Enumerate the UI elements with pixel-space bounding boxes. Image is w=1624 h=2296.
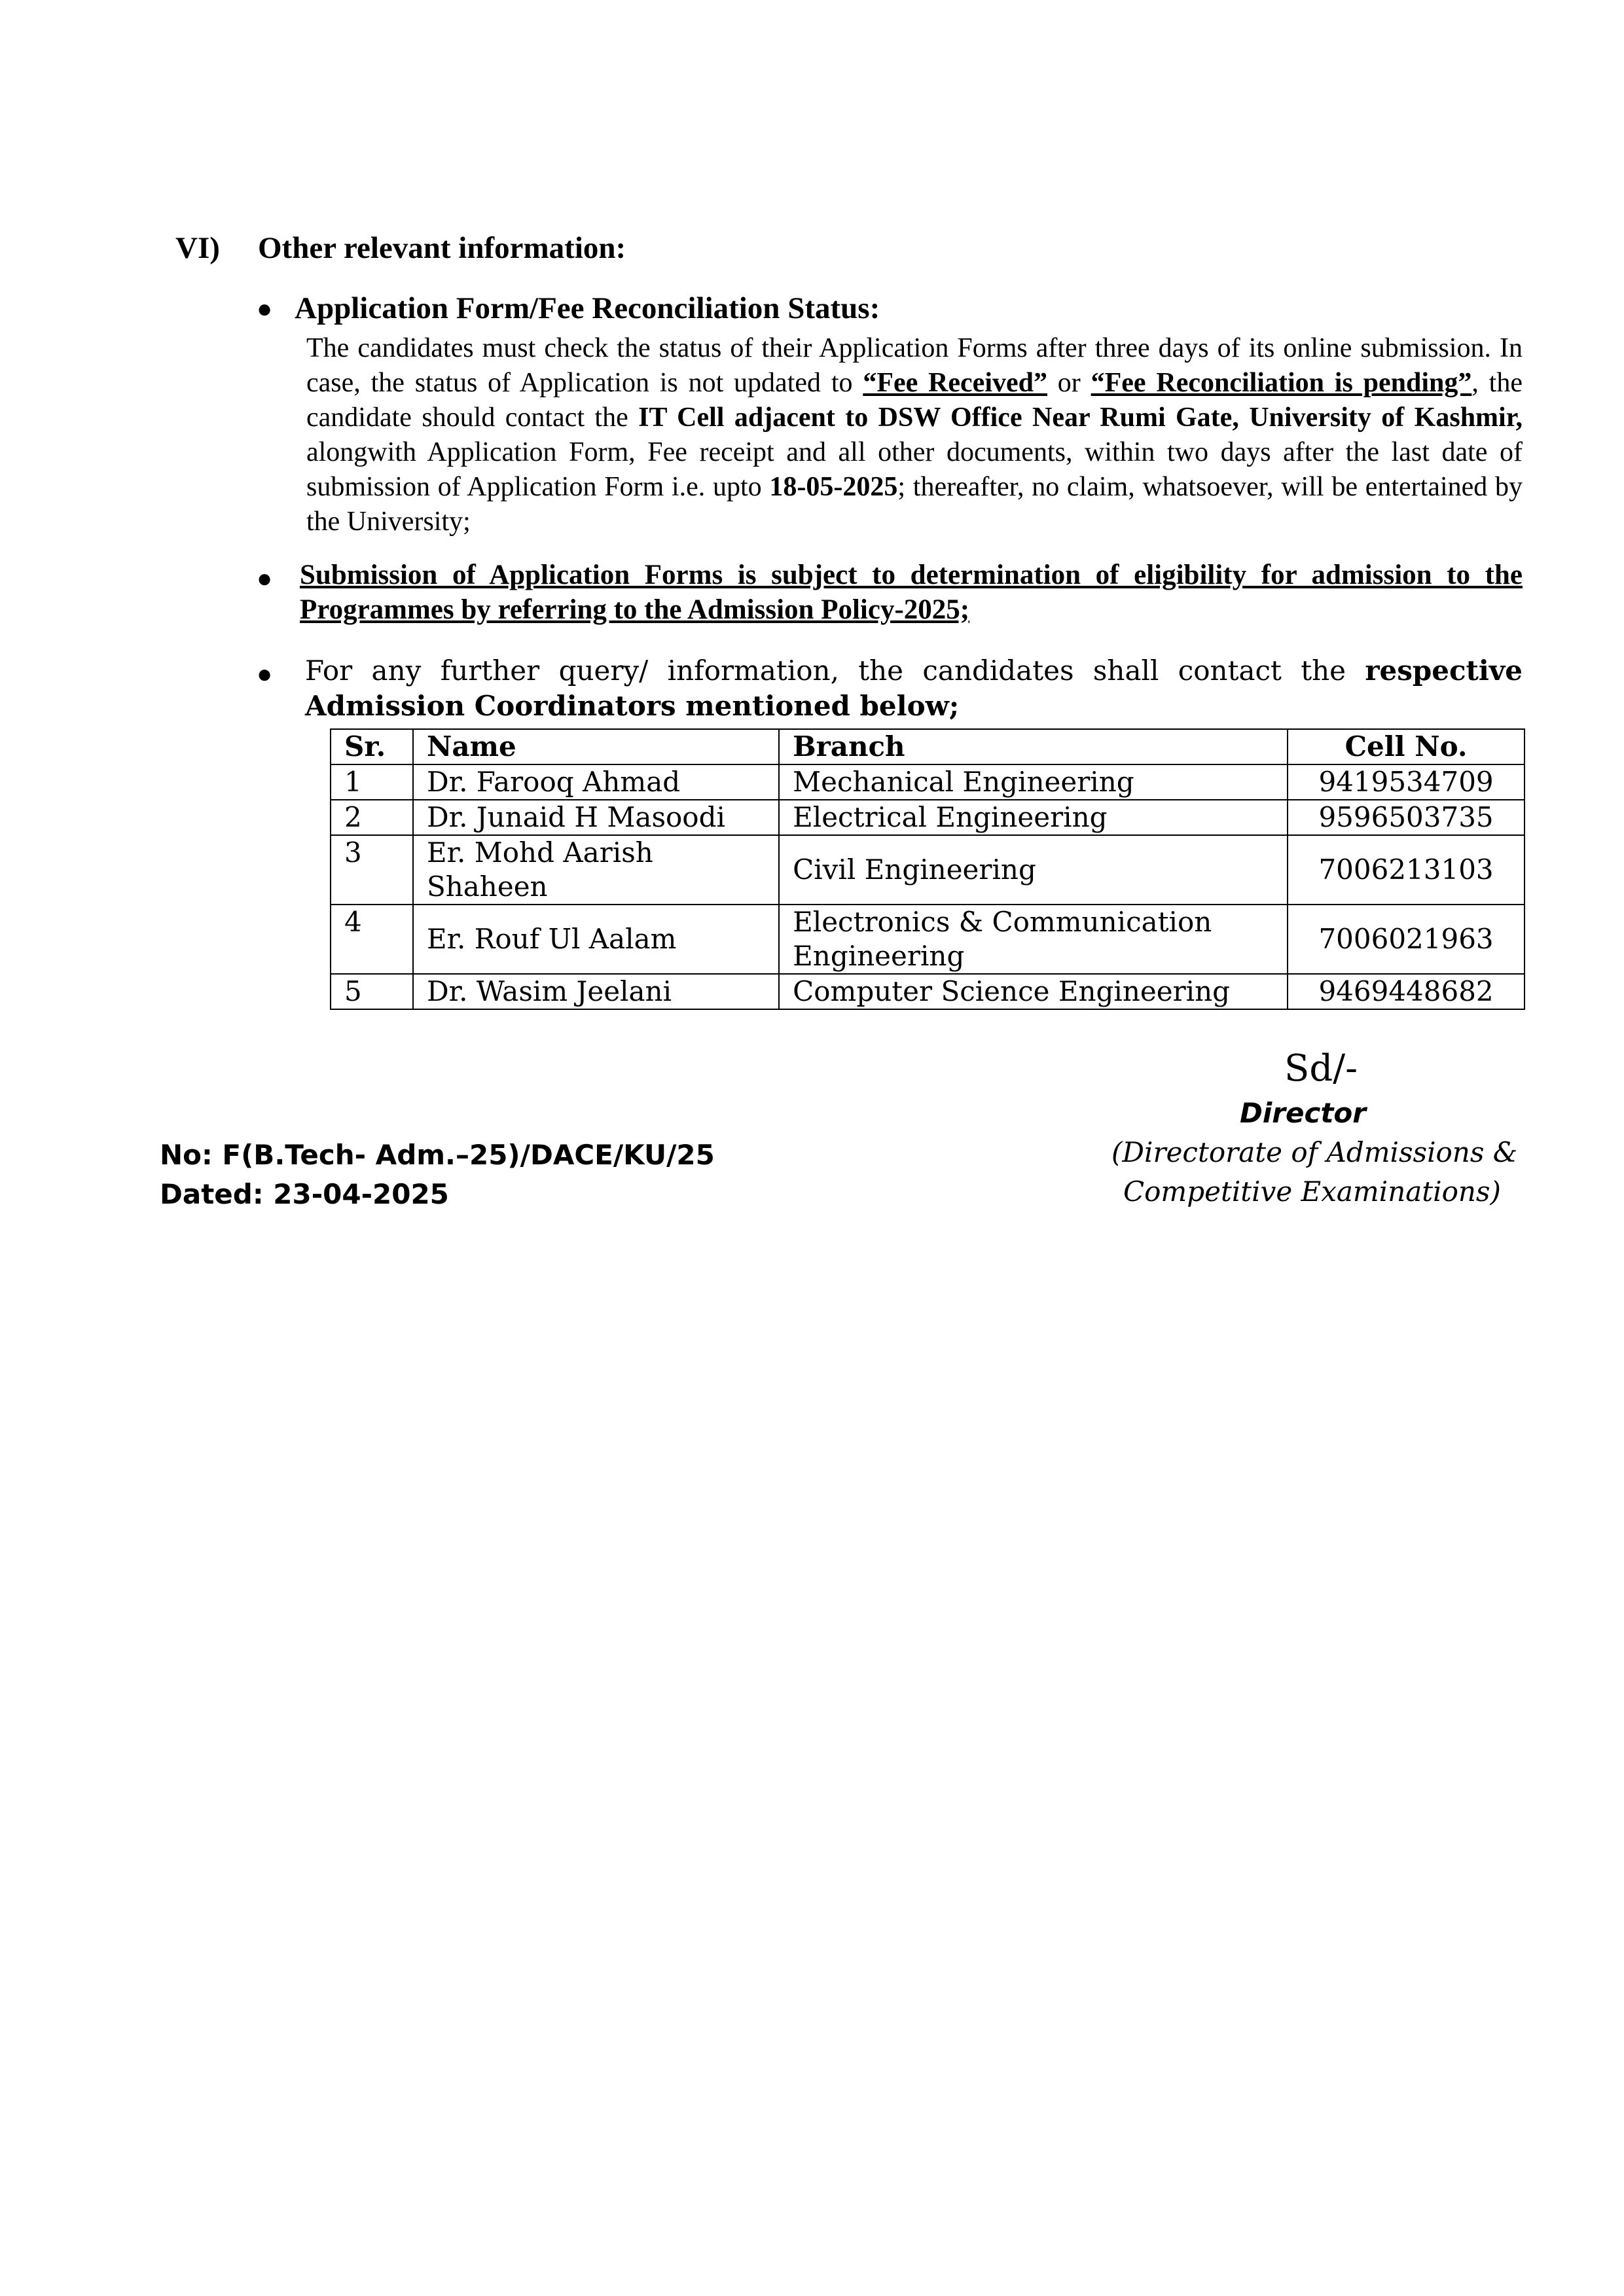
cell-sr: 3 <box>331 835 413 905</box>
cell-name: Dr. Junaid H Masoodi <box>413 800 779 835</box>
table-row <box>331 835 1525 905</box>
cell-phone: 9596503735 <box>1288 800 1525 835</box>
issue-date: Dated: 23-04-2025 <box>160 1178 449 1210</box>
cell-phone: 7006213103 <box>1288 835 1525 905</box>
header-name: Name <box>413 729 779 764</box>
cell-name: Dr. Farooq Ahmad <box>413 764 779 800</box>
table-row <box>331 800 1525 835</box>
bullet-icon: ● <box>257 659 273 689</box>
text-run: The candidates must check the status of their Application Forms after three days of its online submission. In case, the status of Application is not updated to <box>306 333 1523 398</box>
organization-line-2: Competitive Examinations) <box>1123 1175 1501 1208</box>
cell-phone: 9419534709 <box>1288 764 1525 800</box>
text-run: alongwith Application Form, Fee receipt and all other documents, within two days after the last date of submission of Application Form i.e. upto <box>306 437 1523 502</box>
cell-branch: Computer Science Engineering <box>779 974 1288 1009</box>
cell-sr: 5 <box>331 974 413 1009</box>
bullet-icon: ● <box>257 294 273 323</box>
cell-branch: Electronics & Communication Engineering <box>779 905 1288 974</box>
cell-name: Dr. Wasim Jeelani <box>413 974 779 1009</box>
cell-sr: 4 <box>331 905 413 974</box>
header-branch: Branch <box>779 729 1288 764</box>
reference-number: No: F(B.Tech- Adm.–25)/DACE/KU/25 <box>160 1139 715 1171</box>
cell-sr: 1 <box>331 764 413 800</box>
cell-phone: 7006021963 <box>1288 905 1525 974</box>
bullet1-title: Application Form/Fee Reconciliation Status: <box>295 291 880 325</box>
section-heading <box>175 230 1550 266</box>
coordinators-table <box>330 728 1525 1010</box>
section-title: Other relevant information: <box>258 231 626 265</box>
cell-phone: 9469448682 <box>1288 974 1525 1009</box>
cell-branch: Mechanical Engineering <box>779 764 1288 800</box>
it-cell-location: IT Cell adjacent to DSW Office Near Rumi Gate, University of Kashmir, <box>638 403 1523 433</box>
cell-branch: Electrical Engineering <box>779 800 1288 835</box>
text-run: or <box>1047 368 1091 398</box>
status-fee-reconciliation-pending: “Fee Reconciliation is pending” <box>1091 368 1472 398</box>
table-row <box>331 905 1525 974</box>
section-number: VI) <box>175 231 220 265</box>
cell-sr: 2 <box>331 800 413 835</box>
coordinators-note: respective Admission Coordinators mentioned below; <box>305 655 1523 722</box>
header-sr: Sr. <box>331 729 413 764</box>
text-run: ; thereafter, no claim, whatsoever, will be entertained by the University; <box>306 472 1523 537</box>
bullet1-paragraph <box>306 331 1523 539</box>
cell-name: Er. Mohd Aarish Shaheen <box>413 835 779 905</box>
text-run: For any further query/ information, the candidates shall contact the <box>305 655 1365 687</box>
table-header-row <box>331 729 1525 764</box>
text-run: , the candidate should contact the <box>306 368 1523 433</box>
cell-branch: Civil Engineering <box>779 835 1288 905</box>
bullet-icon: ● <box>257 564 273 593</box>
table-row <box>331 974 1525 1009</box>
bullet3-text <box>305 653 1523 724</box>
organization-line-1: (Directorate of Admissions & <box>1111 1136 1518 1168</box>
table-row <box>331 764 1525 800</box>
designation: Director <box>1240 1097 1366 1129</box>
status-fee-received: “Fee Received” <box>863 368 1047 398</box>
header-cell-no: Cell No. <box>1288 729 1525 764</box>
bullet2-text: Submission of Application Forms is subject to determination of eligibility for admission to the Programmes by referring to the Admission Policy-2025; <box>300 560 1523 625</box>
deadline-date: 18-05-2025 <box>769 472 898 502</box>
cell-name: Er. Rouf Ul Aalam <box>413 905 779 974</box>
signature: Sd/- <box>1284 1047 1358 1090</box>
